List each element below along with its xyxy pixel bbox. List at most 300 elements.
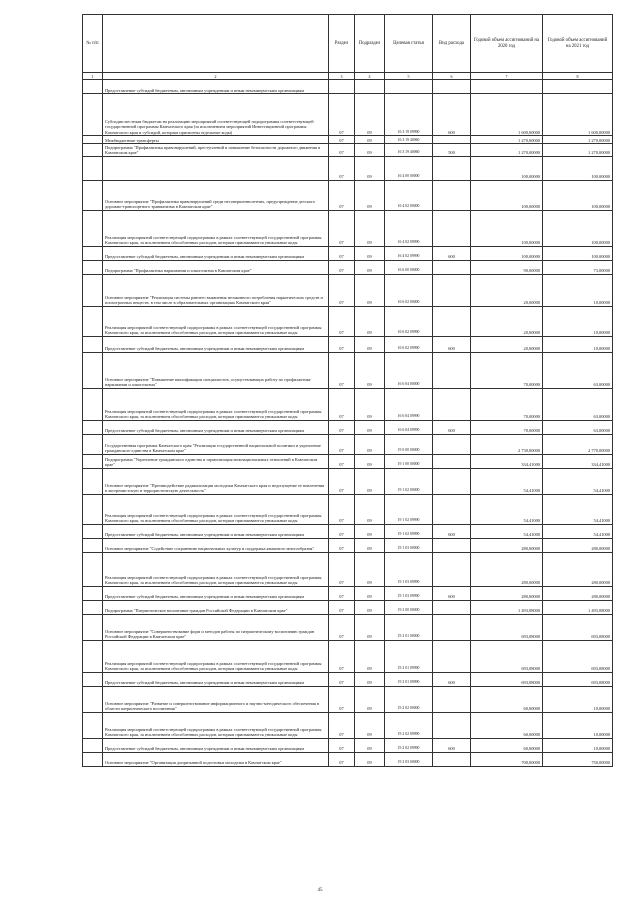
cell-name: Реализация мероприятий соответствующей подпрограммы в рамках соответствующей государственной программы Камчатского края, за исключением обособленных расходов, которым присваиваются уникальные коды — [103, 712, 329, 738]
cell-target-article: 19 2 02 09990 — [385, 712, 433, 738]
cell-expense-type — [433, 136, 471, 144]
cell-expense-type — [433, 640, 471, 672]
cell-razdel: 07 — [329, 388, 355, 420]
cell-name: Основное мероприятие "Повышение квалификации специалистов, осуществляющих работу по профилактике наркомании и алкоголизма" — [103, 352, 329, 388]
table-row — [83, 672, 613, 686]
table-row — [83, 94, 613, 136]
cell-amount-2021: 73,00000 — [543, 260, 613, 274]
cell-target-article: 19 2 02 09990 — [385, 738, 433, 752]
cell-razdel — [329, 80, 355, 94]
cell-amount-2021: 693,08000 — [543, 614, 613, 640]
cell-target-article: 16 6 02 09990 — [385, 336, 433, 352]
cell-target-article: 19 2 01 09990 — [385, 640, 433, 672]
cell-number — [83, 336, 103, 352]
cell-name: Основное мероприятие "Развитие и совершенствование информационного и научно-методического обеспечения в области патриотического воспитания" — [103, 686, 329, 712]
table-row — [83, 156, 613, 180]
cell-podrazdel: 09 — [355, 306, 385, 336]
cell-razdel: 07 — [329, 524, 355, 538]
cell-name: Подпрограмма "Профилактика наркомании и алкоголизма в Камчатском крае" — [103, 260, 329, 274]
cell-amount-2020: 20,00000 — [471, 274, 543, 306]
cell-razdel: 07 — [329, 144, 355, 156]
cell-razdel: 07 — [329, 468, 355, 494]
cell-podrazdel: 09 — [355, 586, 385, 600]
cell-podrazdel: 09 — [355, 420, 385, 434]
cell-amount-2020: 20,00000 — [471, 306, 543, 336]
cell-amount-2021: 54,41000 — [543, 468, 613, 494]
cell-amount-2021: 693,08000 — [543, 640, 613, 672]
cell-expense-type — [433, 614, 471, 640]
cell-podrazdel: 09 — [355, 274, 385, 306]
table-row — [83, 752, 613, 766]
cell-amount-2021: 1 270,00000 — [543, 136, 613, 144]
table-row — [83, 306, 613, 336]
cell-number — [83, 144, 103, 156]
cell-amount-2020: 100,00000 — [471, 246, 543, 260]
cell-amount-2021: 750,00000 — [543, 752, 613, 766]
cell-amount-2020: 100,00000 — [471, 210, 543, 246]
cell-expense-type — [433, 468, 471, 494]
table-row — [83, 388, 613, 420]
cell-amount-2020: 1 600,00000 — [471, 94, 543, 136]
cell-podrazdel: 09 — [355, 494, 385, 524]
cell-target-article: 16 4 02 09990 — [385, 246, 433, 260]
cell-razdel: 07 — [329, 94, 355, 136]
cell-razdel: 07 — [329, 738, 355, 752]
cell-amount-2020: 90,00000 — [471, 260, 543, 274]
header-target-article: Целевая статья — [385, 15, 433, 73]
cell-name: Реализация мероприятий соответствующей подпрограммы в рамках соответствующей государственной программы Камчатского края, за исключением обособленных расходов, которым присваиваются уникальные коды — [103, 494, 329, 524]
table-row — [83, 524, 613, 538]
cell-razdel: 07 — [329, 454, 355, 468]
table-row — [83, 210, 613, 246]
cell-amount-2021: 10,00000 — [543, 738, 613, 752]
cell-name: Подпрограмма "Профилактика правонарушений, преступлений и повышение безопасности дорожного движения в Камчатском крае" — [103, 144, 329, 156]
header-razdel: Раздел — [329, 15, 355, 73]
cell-number — [83, 538, 103, 552]
cell-amount-2021: 2 770,00000 — [543, 434, 613, 454]
header-number: № п/п — [83, 15, 103, 73]
cell-razdel: 07 — [329, 538, 355, 552]
cell-target-article: 16 4 00 00000 — [385, 156, 433, 180]
cell-amount-2020: 60,00000 — [471, 686, 543, 712]
cell-number — [83, 80, 103, 94]
cell-expense-type — [433, 80, 471, 94]
cell-name: Реализация мероприятий соответствующей подпрограммы в рамках соответствующей государственной программы Камчатского края, за исключением обособленных расходов, которым присваиваются уникальные коды — [103, 306, 329, 336]
cell-amount-2020: 70,00000 — [471, 388, 543, 420]
cell-razdel: 07 — [329, 274, 355, 306]
cell-amount-2021: 280,00000 — [543, 538, 613, 552]
cell-amount-2021: 280,00000 — [543, 552, 613, 586]
cell-amount-2021: 1 600,00000 — [543, 94, 613, 136]
cell-name: Предоставление субсидий бюджетным, автономным учреждениям и иным некоммерческим организациям — [103, 524, 329, 538]
table-row — [83, 454, 613, 468]
cell-razdel: 07 — [329, 336, 355, 352]
cell-amount-2020: 1 270,00000 — [471, 144, 543, 156]
cell-razdel: 07 — [329, 586, 355, 600]
cell-target-article: 19 2 03 00000 — [385, 752, 433, 766]
table-row — [83, 274, 613, 306]
cell-amount-2021: 63,00000 — [543, 388, 613, 420]
cell-amount-2021: 10,00000 — [543, 686, 613, 712]
cell-amount-2021: 100,00000 — [543, 246, 613, 260]
cell-name: Подпрограмма "Укрепление гражданского единства и гармонизация межнациональных отношений в Камчатском крае" — [103, 454, 329, 468]
cell-amount-2020: 693,08000 — [471, 672, 543, 686]
cell-podrazdel: 09 — [355, 136, 385, 144]
cell-number — [83, 388, 103, 420]
cell-podrazdel: 09 — [355, 468, 385, 494]
cell-expense-type — [433, 600, 471, 614]
cell-expense-type — [433, 180, 471, 210]
cell-amount-2021: 100,00000 — [543, 180, 613, 210]
table-row — [83, 336, 613, 352]
cell-amount-2020: 54,41000 — [471, 524, 543, 538]
cell-target-article: 19 1 03 09990 — [385, 586, 433, 600]
cell-amount-2020: 280,00000 — [471, 552, 543, 586]
table-row — [83, 614, 613, 640]
cell-expense-type: 600 — [433, 94, 471, 136]
cell-amount-2021: 1 493,08000 — [543, 600, 613, 614]
table-row — [83, 352, 613, 388]
cell-name: Межбюджетные трансферты — [103, 136, 329, 144]
cell-amount-2021: 1 270,00000 — [543, 144, 613, 156]
cell-razdel: 07 — [329, 686, 355, 712]
cell-expense-type — [433, 274, 471, 306]
cell-target-article: 16 4 02 09990 — [385, 210, 433, 246]
cell-amount-2021: 63,00000 — [543, 352, 613, 388]
cell-podrazdel: 09 — [355, 712, 385, 738]
cell-expense-type: 600 — [433, 524, 471, 538]
cell-podrazdel: 09 — [355, 180, 385, 210]
table-row — [83, 538, 613, 552]
cell-name — [103, 156, 329, 180]
cell-podrazdel — [355, 80, 385, 94]
cell-name: Предоставление субсидий бюджетным, автономным учреждениям и иным некоммерческим организациям — [103, 420, 329, 434]
cell-expense-type: 500 — [433, 144, 471, 156]
table-row — [83, 144, 613, 156]
cell-expense-type — [433, 210, 471, 246]
cell-number — [83, 614, 103, 640]
cell-number — [83, 156, 103, 180]
cell-target-article: 19 1 02 09990 — [385, 524, 433, 538]
cell-razdel: 07 — [329, 246, 355, 260]
cell-expense-type — [433, 552, 471, 586]
cell-target-article: 19 1 03 09990 — [385, 552, 433, 586]
cell-razdel: 07 — [329, 752, 355, 766]
cell-number — [83, 686, 103, 712]
cell-number — [83, 420, 103, 434]
cell-amount-2020 — [471, 80, 543, 94]
cell-target-article — [385, 80, 433, 94]
col-num-7: 7 — [471, 73, 543, 80]
cell-amount-2021: 63,00000 — [543, 420, 613, 434]
cell-number — [83, 210, 103, 246]
cell-expense-type — [433, 752, 471, 766]
cell-expense-type: 600 — [433, 420, 471, 434]
cell-amount-2020: 693,08000 — [471, 614, 543, 640]
cell-expense-type — [433, 388, 471, 420]
cell-razdel: 07 — [329, 494, 355, 524]
cell-number — [83, 246, 103, 260]
cell-podrazdel: 09 — [355, 210, 385, 246]
cell-amount-2021: 10,00000 — [543, 336, 613, 352]
cell-name: Основное мероприятие "Профилактика правонарушений среди несовершеннолетних, предупреждение детского дорожно-транспортного травматизма в Камчатском крае" — [103, 180, 329, 210]
cell-number — [83, 260, 103, 274]
cell-name: Предоставление субсидий бюджетным, автономным учреждениям и иным некоммерческим организациям — [103, 246, 329, 260]
table-row — [83, 552, 613, 586]
cell-amount-2020: 1 270,00000 — [471, 136, 543, 144]
cell-target-article: 16 6 02 00000 — [385, 274, 433, 306]
header-name — [103, 15, 329, 73]
cell-podrazdel: 09 — [355, 686, 385, 712]
cell-razdel: 07 — [329, 434, 355, 454]
cell-number — [83, 454, 103, 468]
cell-expense-type — [433, 454, 471, 468]
cell-name: Основное мероприятие "Противодействие радикализации молодежи Камчатского края и недопущение ее вовлечения в экстремистскую и террористическую деятельность" — [103, 468, 329, 494]
cell-number — [83, 524, 103, 538]
cell-amount-2020: 700,00000 — [471, 752, 543, 766]
cell-amount-2021: 334,41000 — [543, 454, 613, 468]
cell-expense-type — [433, 306, 471, 336]
cell-podrazdel: 09 — [355, 538, 385, 552]
cell-amount-2020: 1 493,08000 — [471, 600, 543, 614]
cell-podrazdel: 09 — [355, 752, 385, 766]
cell-number — [83, 600, 103, 614]
table-row — [83, 136, 613, 144]
cell-name: Реализация мероприятий соответствующей подпрограммы в рамках соответствующей государственной программы Камчатского края, за исключением обособленных расходов, которым присваиваются уникальные коды — [103, 210, 329, 246]
cell-amount-2020: 60,00000 — [471, 738, 543, 752]
cell-name: Основное мероприятие "Совершенствование форм и методов работы по патриотическому воспитанию граждан Российской Федерации в Камчатском крае" — [103, 614, 329, 640]
cell-amount-2020: 334,41000 — [471, 454, 543, 468]
table-row — [83, 260, 613, 274]
cell-amount-2020: 60,00000 — [471, 712, 543, 738]
cell-target-article: 16 3 19 40060 — [385, 136, 433, 144]
cell-amount-2021: 100,00000 — [543, 156, 613, 180]
cell-razdel: 07 — [329, 136, 355, 144]
cell-podrazdel: 09 — [355, 246, 385, 260]
cell-podrazdel: 09 — [355, 672, 385, 686]
cell-name: Реализация мероприятий соответствующей подпрограммы в рамках соответствующей государственной программы Камчатского края, за исключением обособленных расходов, которым присваиваются уникальные коды — [103, 640, 329, 672]
col-num-1: 1 — [83, 73, 103, 80]
cell-number — [83, 136, 103, 144]
header-amount-2021: Годовой объем ассигнований на 2021 год — [543, 15, 613, 73]
cell-target-article: 19 1 02 09990 — [385, 494, 433, 524]
cell-target-article: 16 6 02 09990 — [385, 306, 433, 336]
cell-amount-2020: 100,00000 — [471, 180, 543, 210]
col-num-4: 4 — [355, 73, 385, 80]
cell-target-article: 16 3 19 09990 — [385, 94, 433, 136]
cell-target-article: 19 2 01 09990 — [385, 672, 433, 686]
cell-razdel: 07 — [329, 156, 355, 180]
cell-expense-type — [433, 352, 471, 388]
cell-amount-2021 — [543, 80, 613, 94]
cell-number — [83, 712, 103, 738]
cell-expense-type — [433, 260, 471, 274]
cell-razdel: 07 — [329, 640, 355, 672]
cell-razdel: 07 — [329, 352, 355, 388]
cell-podrazdel: 09 — [355, 640, 385, 672]
cell-name: Предоставление субсидий бюджетным, автономным учреждениям и иным некоммерческим организациям — [103, 80, 329, 94]
cell-razdel: 07 — [329, 260, 355, 274]
cell-expense-type — [433, 538, 471, 552]
cell-podrazdel: 09 — [355, 336, 385, 352]
table-row — [83, 600, 613, 614]
cell-podrazdel: 09 — [355, 738, 385, 752]
cell-name: Основное мероприятие "Содействие сохранению национальных культур и поддержка языкового многообразия" — [103, 538, 329, 552]
cell-podrazdel: 09 — [355, 614, 385, 640]
cell-target-article: 19 2 00 00000 — [385, 600, 433, 614]
cell-expense-type: 600 — [433, 586, 471, 600]
cell-podrazdel: 09 — [355, 454, 385, 468]
cell-name: Предоставление субсидий бюджетным, автономным учреждениям и иным некоммерческим организациям — [103, 586, 329, 600]
cell-number — [83, 552, 103, 586]
cell-name: Реализация мероприятий соответствующей подпрограммы в рамках соответствующей государственной программы Камчатского края, за исключением обособленных расходов, которым присваиваются уникальные коды — [103, 552, 329, 586]
cell-target-article: 19 1 02 00000 — [385, 468, 433, 494]
table-row — [83, 246, 613, 260]
col-num-6: 6 — [433, 73, 471, 80]
cell-amount-2020: 20,00000 — [471, 336, 543, 352]
table-row — [83, 640, 613, 672]
cell-expense-type — [433, 686, 471, 712]
table-row — [83, 738, 613, 752]
cell-podrazdel: 09 — [355, 260, 385, 274]
table-body — [83, 80, 613, 766]
cell-number — [83, 434, 103, 454]
cell-expense-type — [433, 494, 471, 524]
cell-amount-2020: 693,08000 — [471, 640, 543, 672]
cell-podrazdel: 09 — [355, 434, 385, 454]
cell-expense-type — [433, 712, 471, 738]
cell-number — [83, 738, 103, 752]
cell-amount-2021: 280,00000 — [543, 586, 613, 600]
col-num-8: 8 — [543, 73, 613, 80]
cell-podrazdel: 09 — [355, 144, 385, 156]
cell-number — [83, 306, 103, 336]
cell-expense-type: 600 — [433, 738, 471, 752]
cell-expense-type: 600 — [433, 336, 471, 352]
cell-razdel: 07 — [329, 210, 355, 246]
col-num-2: 2 — [103, 73, 329, 80]
cell-amount-2020: 100,00000 — [471, 156, 543, 180]
cell-expense-type — [433, 434, 471, 454]
budget-table — [82, 14, 613, 767]
cell-number — [83, 94, 103, 136]
cell-number — [83, 672, 103, 686]
header-podrazdel: Подраздел — [355, 15, 385, 73]
col-num-3: 3 — [329, 73, 355, 80]
cell-expense-type: 600 — [433, 246, 471, 260]
cell-amount-2021: 10,00000 — [543, 712, 613, 738]
cell-target-article: 16 4 02 00000 — [385, 180, 433, 210]
table-header-row — [83, 15, 613, 73]
cell-name: Подпрограмма "Патриотическое воспитание граждан Российской Федерации в Камчатском крае" — [103, 600, 329, 614]
cell-target-article: 19 0 00 00000 — [385, 434, 433, 454]
cell-target-article: 16 6 04 00000 — [385, 352, 433, 388]
header-expense-type: Вид расхода — [433, 15, 471, 73]
cell-amount-2021: 693,08000 — [543, 672, 613, 686]
cell-name: Государственная программа Камчатского края "Реализация государственной национальной политики и укрепление гражданского единства в Камчатском крае" — [103, 434, 329, 454]
table-row — [83, 420, 613, 434]
cell-name: Реализация мероприятий соответствующей подпрограммы в рамках соответствующей государственной программы Камчатского края, за исключением обособленных расходов, которым присваиваются уникальные коды — [103, 388, 329, 420]
cell-razdel: 07 — [329, 306, 355, 336]
cell-name: Основное мероприятие "Организация допризывной подготовки молодежи в Камчатском крае" — [103, 752, 329, 766]
cell-podrazdel: 09 — [355, 552, 385, 586]
cell-podrazdel: 09 — [355, 524, 385, 538]
cell-target-article: 19 1 03 00000 — [385, 538, 433, 552]
budget-table-sheet — [82, 14, 612, 767]
table-row — [83, 686, 613, 712]
cell-target-article: 16 3 19 40060 — [385, 144, 433, 156]
table-row — [83, 434, 613, 454]
cell-razdel: 07 — [329, 600, 355, 614]
cell-name: Основное мероприятие "Реализация системы раннего выявления незаконного потребления наркотических средств и психотропных веществ, в том числе в образовательных организациях Камчатского края" — [103, 274, 329, 306]
cell-amount-2020: 70,00000 — [471, 352, 543, 388]
cell-amount-2021: 54,41000 — [543, 494, 613, 524]
cell-amount-2020: 2 730,00000 — [471, 434, 543, 454]
cell-expense-type: 600 — [433, 672, 471, 686]
cell-amount-2021: 10,00000 — [543, 306, 613, 336]
cell-target-article: 16 6 04 09990 — [385, 388, 433, 420]
cell-amount-2020: 54,41000 — [471, 494, 543, 524]
cell-target-article: 16 6 04 09990 — [385, 420, 433, 434]
cell-podrazdel: 09 — [355, 388, 385, 420]
cell-target-article: 19 1 00 00000 — [385, 454, 433, 468]
cell-number — [83, 468, 103, 494]
table-row — [83, 80, 613, 94]
cell-amount-2021: 100,00000 — [543, 210, 613, 246]
cell-amount-2021: 10,00000 — [543, 274, 613, 306]
cell-razdel: 07 — [329, 180, 355, 210]
cell-name: Субсидии местным бюджетам на реализацию мероприятий соответствующей подпрограммы соответствующей государственной программы Камчатского края (за исключением мероприятий Инвестиционной программы Камчатского края и субсидий, которым присвоены отдельные коды) — [103, 94, 329, 136]
cell-target-article: 16 6 00 00000 — [385, 260, 433, 274]
cell-amount-2020: 54,41000 — [471, 468, 543, 494]
cell-name: Предоставление субсидий бюджетным, автономным учреждениям и иным некоммерческим организациям — [103, 738, 329, 752]
cell-name: Предоставление субсидий бюджетным, автономным учреждениям и иным некоммерческим организациям — [103, 672, 329, 686]
cell-amount-2020: 280,00000 — [471, 538, 543, 552]
cell-amount-2020: 280,00000 — [471, 586, 543, 600]
cell-podrazdel: 09 — [355, 352, 385, 388]
cell-target-article: 19 2 01 00000 — [385, 614, 433, 640]
cell-number — [83, 586, 103, 600]
table-row — [83, 468, 613, 494]
column-number-row — [83, 73, 613, 80]
cell-number — [83, 274, 103, 306]
cell-number — [83, 494, 103, 524]
cell-amount-2020: 70,00000 — [471, 420, 543, 434]
cell-razdel: 07 — [329, 672, 355, 686]
table-row — [83, 586, 613, 600]
table-row — [83, 494, 613, 524]
cell-razdel: 07 — [329, 712, 355, 738]
cell-podrazdel: 09 — [355, 600, 385, 614]
cell-podrazdel: 09 — [355, 94, 385, 136]
cell-number — [83, 352, 103, 388]
cell-podrazdel: 09 — [355, 156, 385, 180]
cell-razdel: 07 — [329, 552, 355, 586]
table-row — [83, 180, 613, 210]
cell-name: Предоставление субсидий бюджетным, автономным учреждениям и иным некоммерческим организациям — [103, 336, 329, 352]
cell-amount-2021: 54,41000 — [543, 524, 613, 538]
cell-expense-type — [433, 156, 471, 180]
cell-number — [83, 640, 103, 672]
cell-razdel: 07 — [329, 420, 355, 434]
header-amount-2020: Годовой объем ассигнований на 2020 год — [471, 15, 543, 73]
table-row — [83, 712, 613, 738]
cell-razdel: 07 — [329, 614, 355, 640]
cell-number — [83, 752, 103, 766]
page-number: 45 — [317, 888, 323, 893]
cell-number — [83, 180, 103, 210]
cell-target-article: 19 2 02 00000 — [385, 686, 433, 712]
